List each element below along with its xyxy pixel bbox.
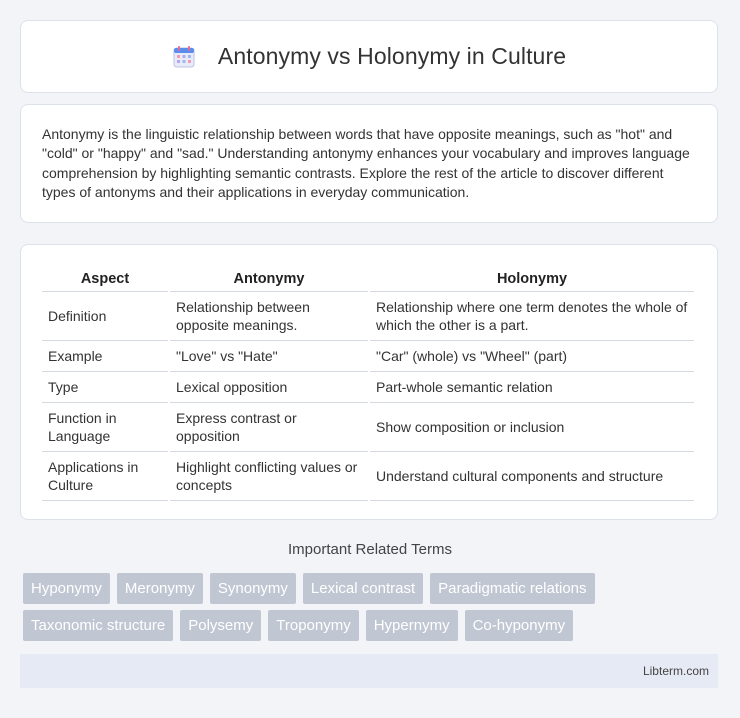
table-row <box>42 372 694 403</box>
comparison-table <box>40 267 696 501</box>
tag-hypernymy[interactable]: Hypernymy <box>366 610 458 641</box>
table-cell: Type <box>42 372 168 403</box>
tag-troponymy[interactable]: Troponymy <box>268 610 358 641</box>
tag-hyponymy[interactable]: Hyponymy <box>23 573 110 604</box>
table-cell: Highlight conflicting values or concepts <box>170 452 368 501</box>
column-header-aspect: Aspect <box>42 267 168 292</box>
table-cell: Relationship between opposite meanings. <box>170 292 368 341</box>
table-cell: "Love" vs "Hate" <box>170 341 368 372</box>
tag-row <box>23 610 723 641</box>
table-cell: Example <box>42 341 168 372</box>
intro-paragraph: Antonymy is the linguistic relationship between words that have opposite meanings, such as "hot" and "cold" or "happy" and "sad." Understanding antonymy enhances your vocabulary and improves language comprehension by highlighting semantic contrasts. Explore the rest of the article to discover different types of antonyms and their applications in everyday communication. <box>42 126 690 200</box>
tag-meronymy[interactable]: Meronymy <box>117 573 203 604</box>
column-header-antonymy: Antonymy <box>170 267 368 292</box>
tag-lexical-contrast[interactable]: Lexical contrast <box>303 573 423 604</box>
table-row <box>42 292 694 341</box>
tag-co-hyponymy[interactable]: Co-hyponymy <box>465 610 574 641</box>
related-terms-tags <box>23 573 723 647</box>
column-header-holonymy: Holonymy <box>370 267 694 292</box>
table-cell: Function in Language <box>42 403 168 452</box>
related-terms-title: Important Related Terms <box>288 541 452 558</box>
table-cell: Express contrast or opposition <box>170 403 368 452</box>
table-cell: Relationship where one term denotes the whole of which the other is a part. <box>370 292 694 341</box>
table-row <box>42 452 694 501</box>
table-cell: Part-whole semantic relation <box>370 372 694 403</box>
tag-polysemy[interactable]: Polysemy <box>180 610 261 641</box>
table-cell: Lexical opposition <box>170 372 368 403</box>
tag-taxonomic-structure[interactable]: Taxonomic structure <box>23 610 173 641</box>
tag-synonymy[interactable]: Synonymy <box>210 573 296 604</box>
table-header-row <box>42 267 694 292</box>
footer <box>20 654 718 688</box>
table-cell: Applications in Culture <box>42 452 168 501</box>
tag-row <box>23 573 723 604</box>
calendar-icon <box>172 45 196 69</box>
tag-paradigmatic-relations[interactable]: Paradigmatic relations <box>430 573 594 604</box>
table-cell: "Car" (whole) vs "Wheel" (part) <box>370 341 694 372</box>
comparison-table-card <box>20 244 718 520</box>
page-title: Antonymy vs Holonymy in Culture <box>217 43 567 69</box>
header-card <box>20 20 718 93</box>
table-cell: Definition <box>42 292 168 341</box>
table-row <box>42 403 694 452</box>
footer-site-link[interactable]: Libterm.com <box>642 664 709 678</box>
intro-card <box>20 104 718 223</box>
table-row <box>42 341 694 372</box>
table-cell: Understand cultural components and structure <box>370 452 694 501</box>
table-cell: Show composition or inclusion <box>370 403 694 452</box>
